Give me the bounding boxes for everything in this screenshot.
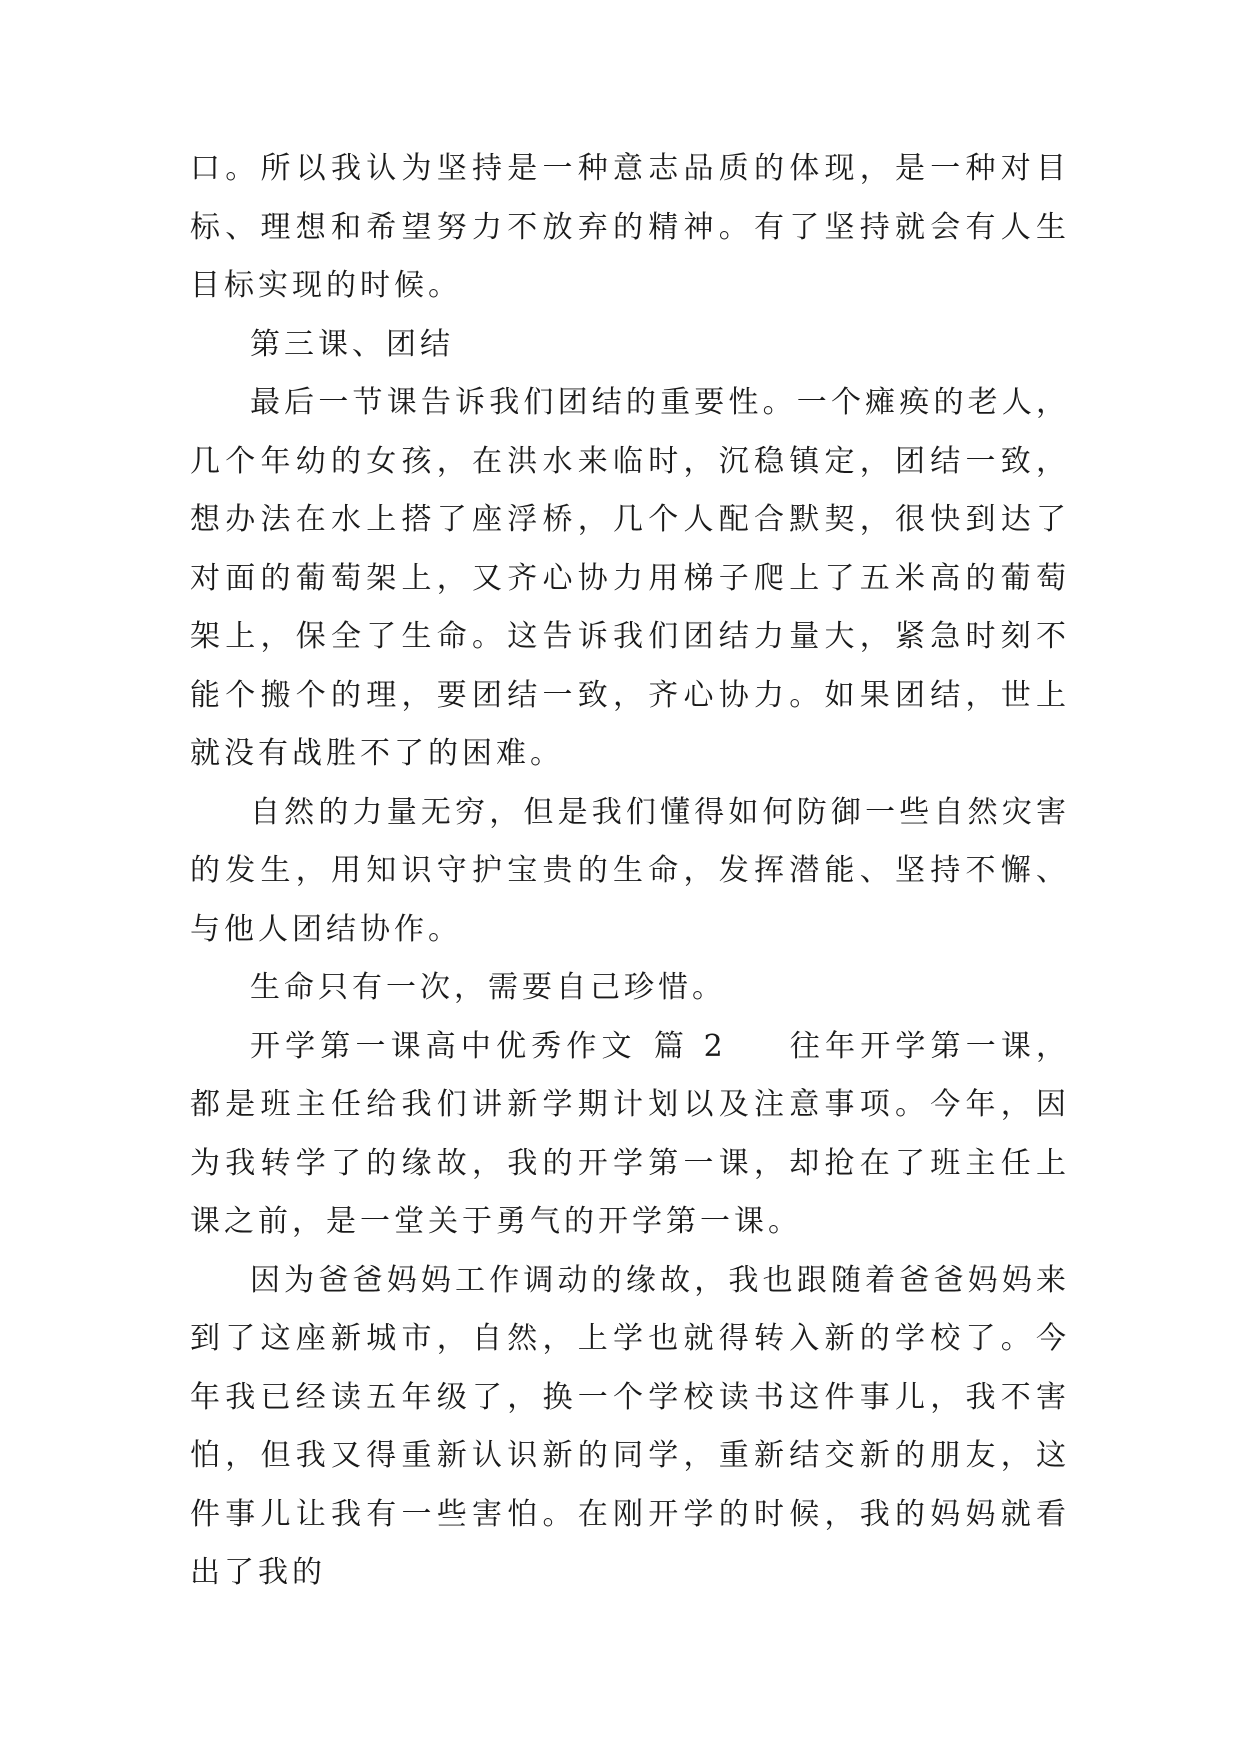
article-title: 开学第一课高中优秀作文 <box>250 1028 637 1064</box>
article-2-intro <box>190 1018 1070 1252</box>
article-first-paragraph: 往年开学第一课，都是班主任给我们讲新学期计划以及注意事项。今年，因为我转学了的缘故，我的开学第一课，却抢在了班主任上课之前，是一堂关于勇气的开学第一课。 <box>190 1028 1071 1239</box>
paragraph-new-school: 因为爸爸妈妈工作调动的缘故，我也跟随着爸爸妈妈来到了这座新城市，自然，上学也就得转入新的学校了。今年我已经读五年级了，换一个学校读书这件事儿，我不害怕，但我又得重新认识新的同学，重新结交新的朋友，这件事儿让我有一些害怕。在刚开学的时候，我的妈妈就看出了我的 <box>190 1262 1070 1590</box>
document-body <box>190 140 1070 1603</box>
paragraph-nature: 自然的力量无穷，但是我们懂得如何防御一些自然灾害的发生，用知识守护宝贵的生命，发挥潜能、坚持不懈、与他人团结协作。 <box>190 794 1070 947</box>
section-heading-unity: 第三课、团结 <box>250 326 454 362</box>
paragraph-continued: 口。所以我认为坚持是一种意志品质的体现，是一种对目标、理想和希望努力不放弃的精神。有了坚持就会有人生目标实现的时候。 <box>190 151 1070 303</box>
article-number: 篇 2 <box>652 1028 727 1064</box>
paragraph-unity: 最后一节课告诉我们团结的重要性。一个瘫痪的老人，几个年幼的女孩，在洪水来临时，沉稳镇定，团结一致，想办法在水上搭了座浮桥，几个人配合默契，很快到达了对面的葡萄架上，又齐心协力用梯子爬上了五米高的葡萄架上，保全了生命。这告诉我们团结力量大，紧急时刻不能个搬个的理，要团结一致，齐心协力。如果团结，世上就没有战胜不了的困难。 <box>190 385 1070 771</box>
paragraph-cherish-life: 生命只有一次，需要自己珍惜。 <box>250 970 726 1005</box>
